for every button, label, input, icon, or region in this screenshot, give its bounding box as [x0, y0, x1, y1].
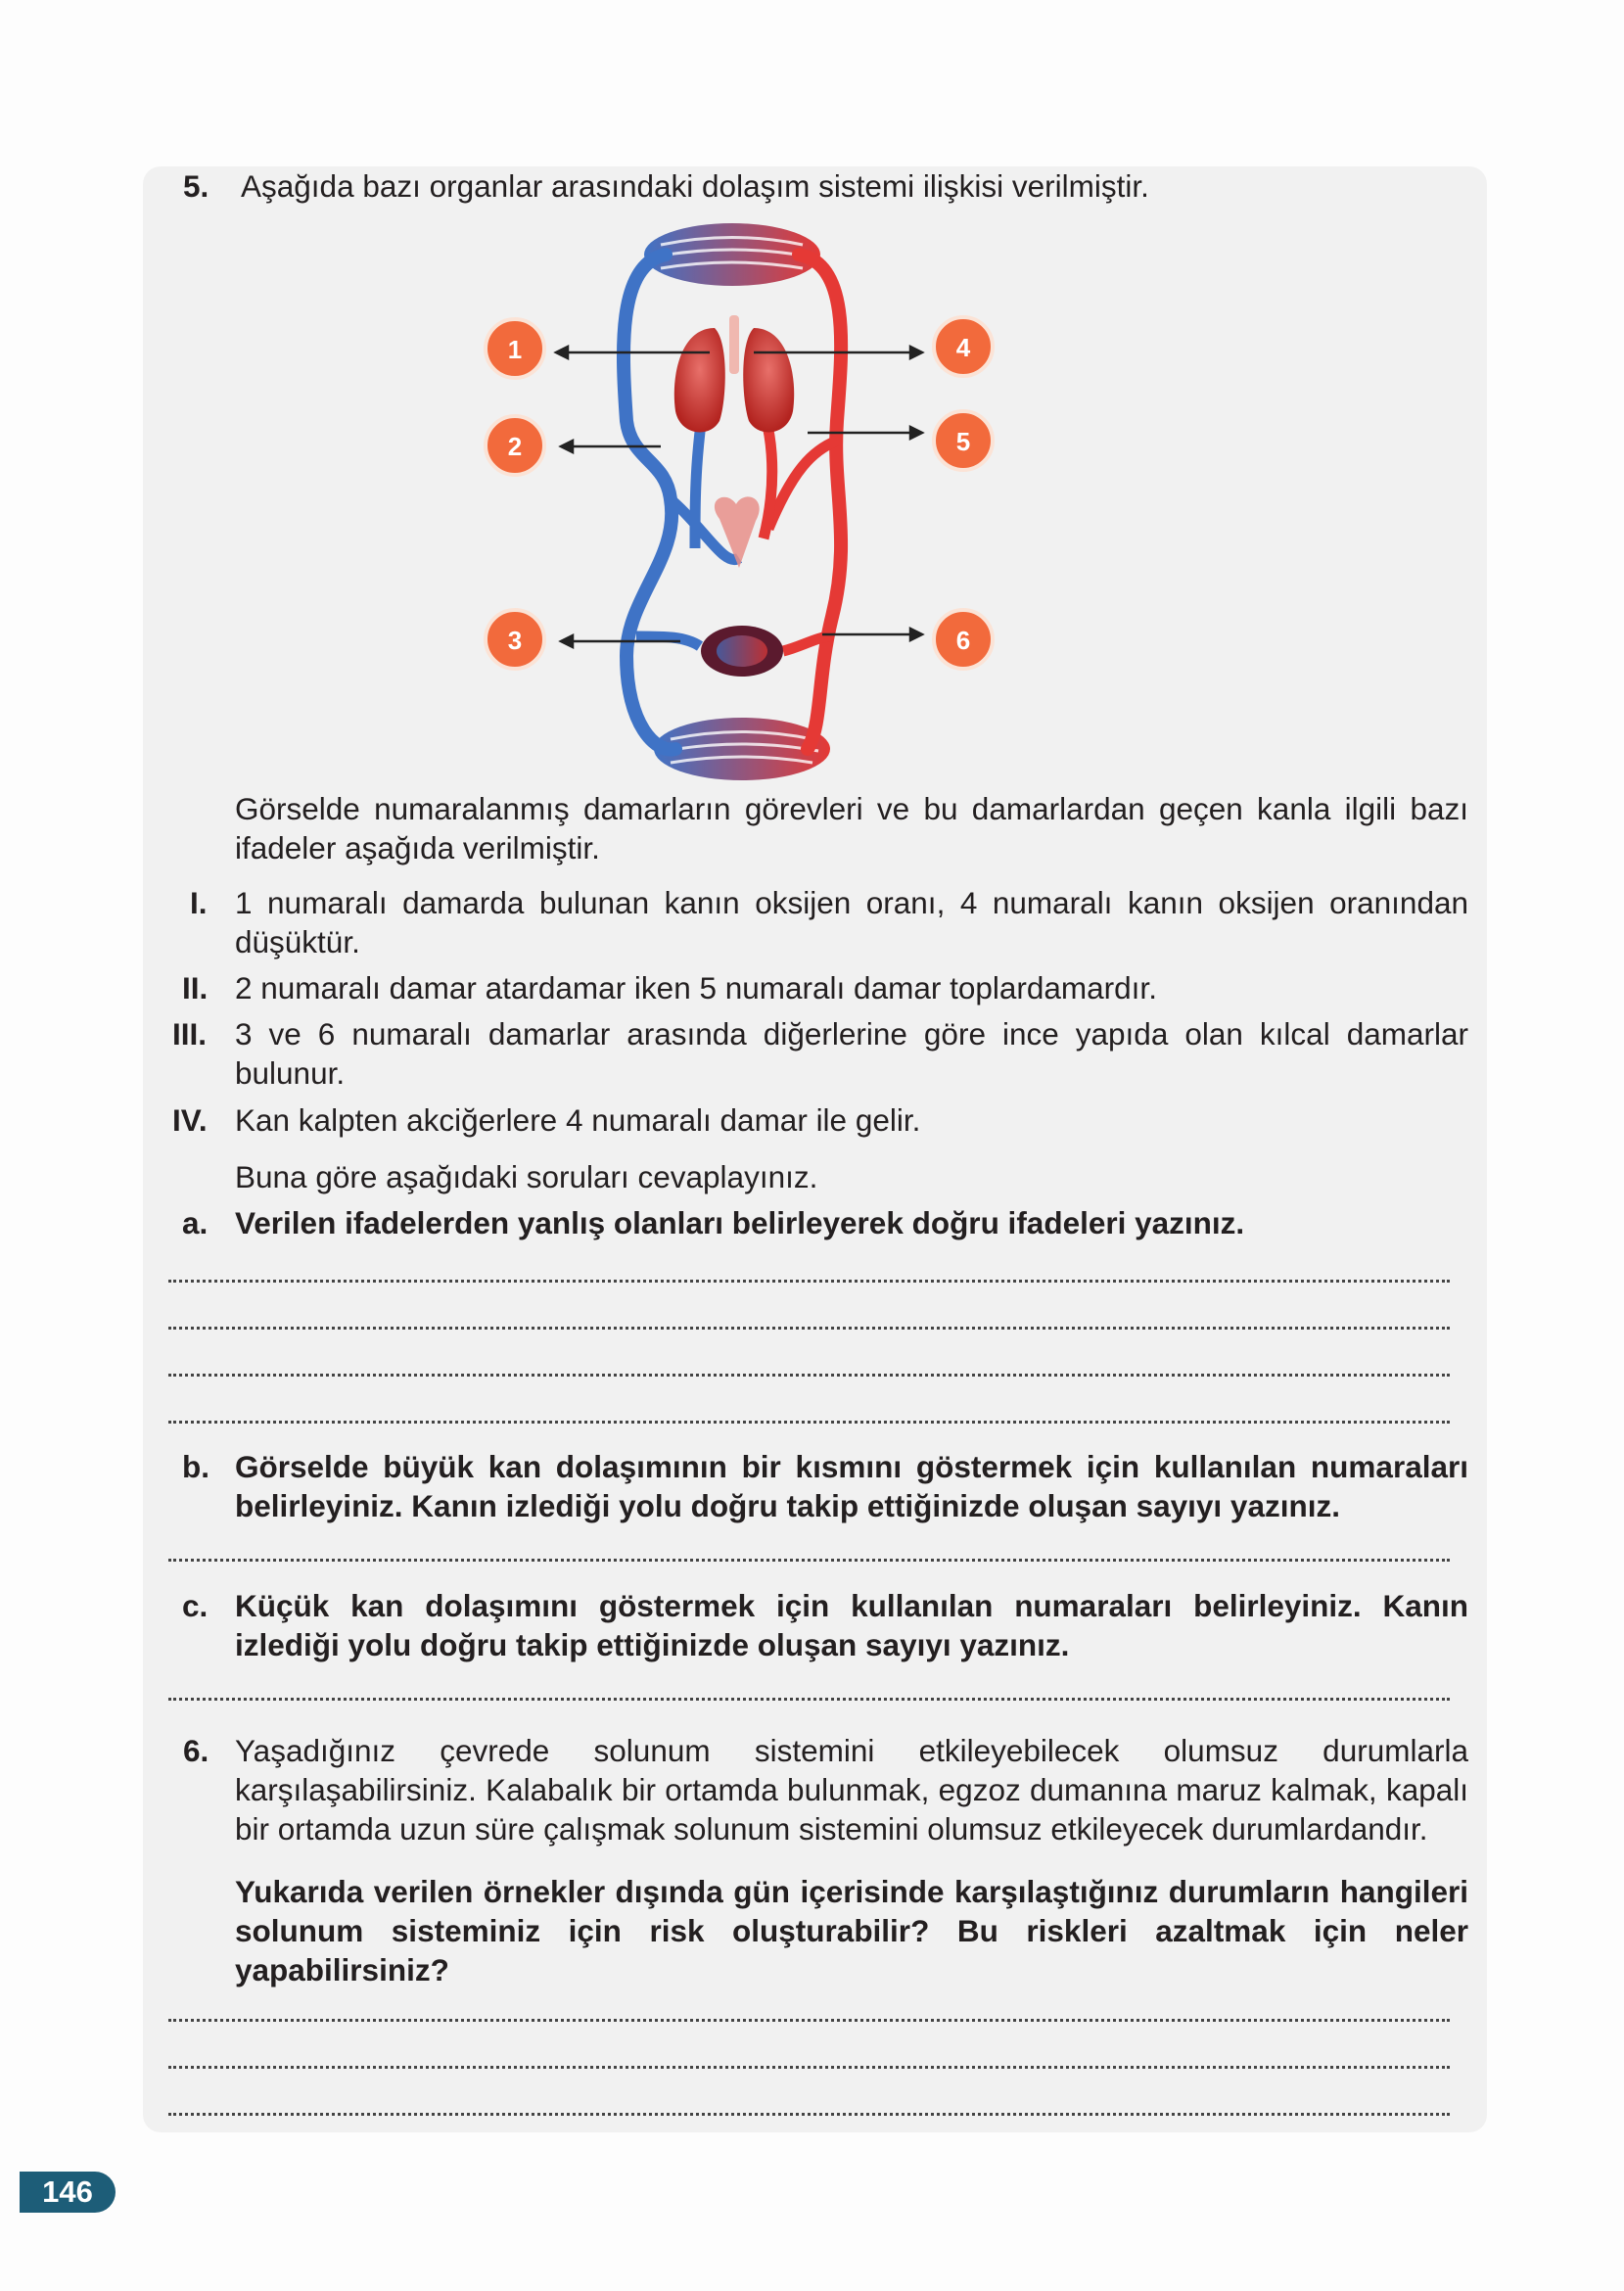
- svg-text:1: 1: [507, 335, 523, 364]
- answer-line-6-2[interactable]: [168, 2066, 1450, 2069]
- answer-line-c[interactable]: [168, 1698, 1450, 1701]
- svg-text:4: 4: [955, 333, 971, 362]
- label-badge-5: [934, 411, 993, 470]
- answer-line-a-2[interactable]: [168, 1327, 1450, 1330]
- answer-line-a-3[interactable]: [168, 1374, 1450, 1377]
- label-badge-1: [486, 319, 544, 378]
- statement-3-text: 3 ve 6 numaralı damarlar arasında diğerlerine göre ince yapıda olan kılcal damarlar bulunur.: [235, 1016, 1468, 1091]
- left-lung: [674, 328, 725, 432]
- statement-4-text: Kan kalpten akciğerlere 4 numaralı damar ile gelir.: [235, 1102, 921, 1138]
- subquestion-a-letter: a.: [182, 1205, 209, 1240]
- statement-3-roman: III.: [172, 1016, 208, 1052]
- label-badge-3: [486, 610, 544, 669]
- subquestion-b-text: Görselde büyük kan dolaşımının bir kısmını göstermek için kullanılan numaraları belirleyiniz. Kanın izlediği yolu doğru takip ettiğinizde oluşan sayıyı yazınız.: [235, 1449, 1468, 1523]
- vein-path-left: [624, 255, 675, 750]
- page-number-badge: 146: [20, 2172, 116, 2213]
- svg-text:3: 3: [507, 626, 523, 655]
- statement-2-roman: II.: [182, 970, 209, 1005]
- svg-text:5: 5: [955, 427, 971, 456]
- label-badge-6: [934, 610, 993, 669]
- question-5-number: 5.: [183, 168, 209, 204]
- answer-line-a-4[interactable]: [168, 1421, 1450, 1424]
- statement-4-roman: IV.: [172, 1102, 208, 1138]
- aorta: [768, 441, 837, 529]
- subquestion-c-letter: c.: [182, 1588, 209, 1623]
- trachea: [729, 315, 739, 374]
- question-6-question: Yukarıda verilen örnekler dışında gün içerisinde karşılaştığınız durumların hangileri solunum sisteminiz için risk oluşturabilir? Bu riskleri azaltmak için neler yapabilirsiniz?: [235, 1874, 1468, 1987]
- subquestion-b-letter: b.: [182, 1449, 209, 1484]
- question-6-number: 6.: [183, 1733, 209, 1768]
- artery-path-right: [799, 255, 841, 749]
- circulation-diagram: [470, 206, 1018, 793]
- svg-text:6: 6: [955, 626, 971, 655]
- label-badge-2: [486, 416, 544, 475]
- answer-line-6-3[interactable]: [168, 2113, 1450, 2116]
- label-badge-4: [934, 317, 993, 376]
- question-6-text: Yaşadığınız çevrede solunum sistemini etkileyebilecek olumsuz durumlarla karşılaşabilirsiniz. Kalabalık bir ortamda bulunmak, egzoz dumanına maruz kalmak, kapalı bir ortamda uzun süre çalışmak solunum sistemini olumsuz etkileyecek durumlardandır.: [235, 1733, 1468, 1847]
- answer-line-a-1[interactable]: [168, 1280, 1450, 1283]
- svg-text:2: 2: [507, 432, 523, 461]
- statement-2-text: 2 numaralı damar atardamar iken 5 numaralı damar toplardamardır.: [235, 970, 1157, 1005]
- answer-prompt: Buna göre aşağıdaki soruları cevaplayınız.: [235, 1159, 818, 1194]
- answer-line-b[interactable]: [168, 1559, 1450, 1562]
- right-lung: [743, 328, 794, 432]
- subquestion-c-text: Küçük kan dolaşımını göstermek için kullanılan numaraları belirleyiniz. Kanın izlediği yolu doğru takip ettiğinizde oluşan sayıyı yazınız.: [235, 1588, 1468, 1662]
- statement-1-text: 1 numaralı damarda bulunan kanın oksijen oranı, 4 numaralı kanın oksijen oranından düşüktür.: [235, 885, 1468, 959]
- subquestion-a-text: Verilen ifadelerden yanlış olanları belirleyerek doğru ifadeleri yazınız.: [235, 1205, 1245, 1240]
- statement-1-roman: I.: [190, 885, 208, 920]
- question-5-intro: Aşağıda bazı organlar arasındaki dolaşım sistemi ilişkisi verilmiştir.: [241, 168, 1149, 204]
- diagram-description: Görselde numaralanmış damarların görevleri ve bu damarlardan geçen kanla ilgili bazı ifadeler aşağıda verilmiştir.: [235, 791, 1468, 865]
- answer-line-6-1[interactable]: [168, 2019, 1450, 2022]
